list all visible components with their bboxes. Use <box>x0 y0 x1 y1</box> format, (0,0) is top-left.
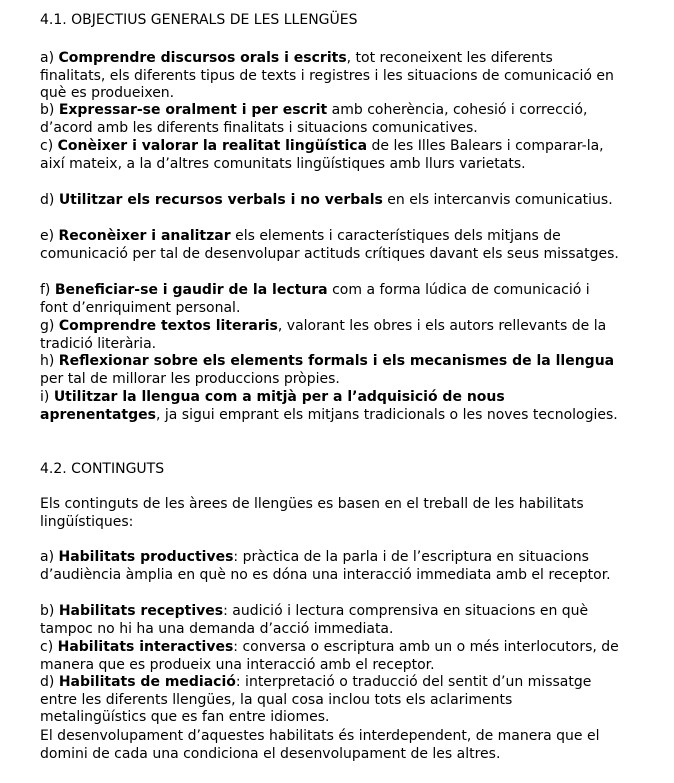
objective-item-d: d) Utilitzar els recursos verbals i no verbals en els intercanvis comunicatius. <box>40 192 613 208</box>
objective-item-f: f) Beneficiar-se i gaudir de la lectura com a forma lúdica de comunicació i font d’enriquiment personal. <box>40 282 590 316</box>
objective-item-c: c) Conèixer i valorar la realitat lingüística de les Illes Balears i comparar-la, així mateix, a la d’altres comunitats lingüístiques amb llurs varietats. <box>40 138 604 172</box>
closing-paragraph: El desenvolupament d’aquestes habilitats és interdependent, de manera que el domini de cada una condiciona el desenvolupament de les altres. <box>40 728 600 762</box>
skill-item-c: c) Habilitats interactives: conversa o escriptura amb un o més interlocutors, de manera que es produeix una interacció amb el receptor. <box>40 639 619 673</box>
skill-item-a: a) Habilitats productives: pràctica de la parla i de l’escriptura en situacions d’audiència àmplia en què no es dóna una interacció immediata amb el receptor. <box>40 549 611 583</box>
objective-item-h: h) Reflexionar sobre els elements formals i els mecanismes de la llengua per tal de millorar les produccions pròpies. <box>40 353 615 387</box>
section-heading-continguts: 4.2. CONTINGUTS <box>40 461 165 477</box>
objective-item-b: b) Expressar-se oralment i per escrit amb coherència, cohesió i correcció, d’acord amb les diferents finalitats i situacions comunicatives. <box>40 102 588 136</box>
skill-item-b: b) Habilitats receptives: audició i lectura comprensiva en situacions en què tampoc no hi ha una demanda d’acció immediata. <box>40 603 589 637</box>
skill-item-d: d) Habilitats de mediació: interpretació o traducció del sentit d’un missatge entre les diferents llengües, la qual cosa inclou tots els aclariments metalingüístics que es fan entre idiomes. <box>40 674 592 726</box>
continguts-intro: Els continguts de les àrees de llengües es basen en el treball de les habilitats lingüístiques: <box>40 496 584 530</box>
section-heading-objectius: 4.1. OBJECTIUS GENERALS DE LES LLENGÜES <box>40 12 358 28</box>
objective-item-a: a) Comprendre discursos orals i escrits, tot reconeixent les diferents finalitats, els diferents tipus de texts i registres i les situacions de comunicació en què es produeixen. <box>40 50 614 102</box>
objective-item-e: e) Reconèixer i analitzar els elements i característiques dels mitjans de comunicació per tal de desenvolupar actituds crítiques davant els seus missatges. <box>40 228 619 262</box>
objective-item-g: g) Comprendre textos literaris, valorant les obres i els autors rellevants de la tradició literària. <box>40 318 607 352</box>
objective-item-i: i) Utilitzar la llengua com a mitjà per a l’adquisició de nous aprenentatges, ja sigui emprant els mitjans tradicionals o les noves tecnologies. <box>40 389 618 423</box>
